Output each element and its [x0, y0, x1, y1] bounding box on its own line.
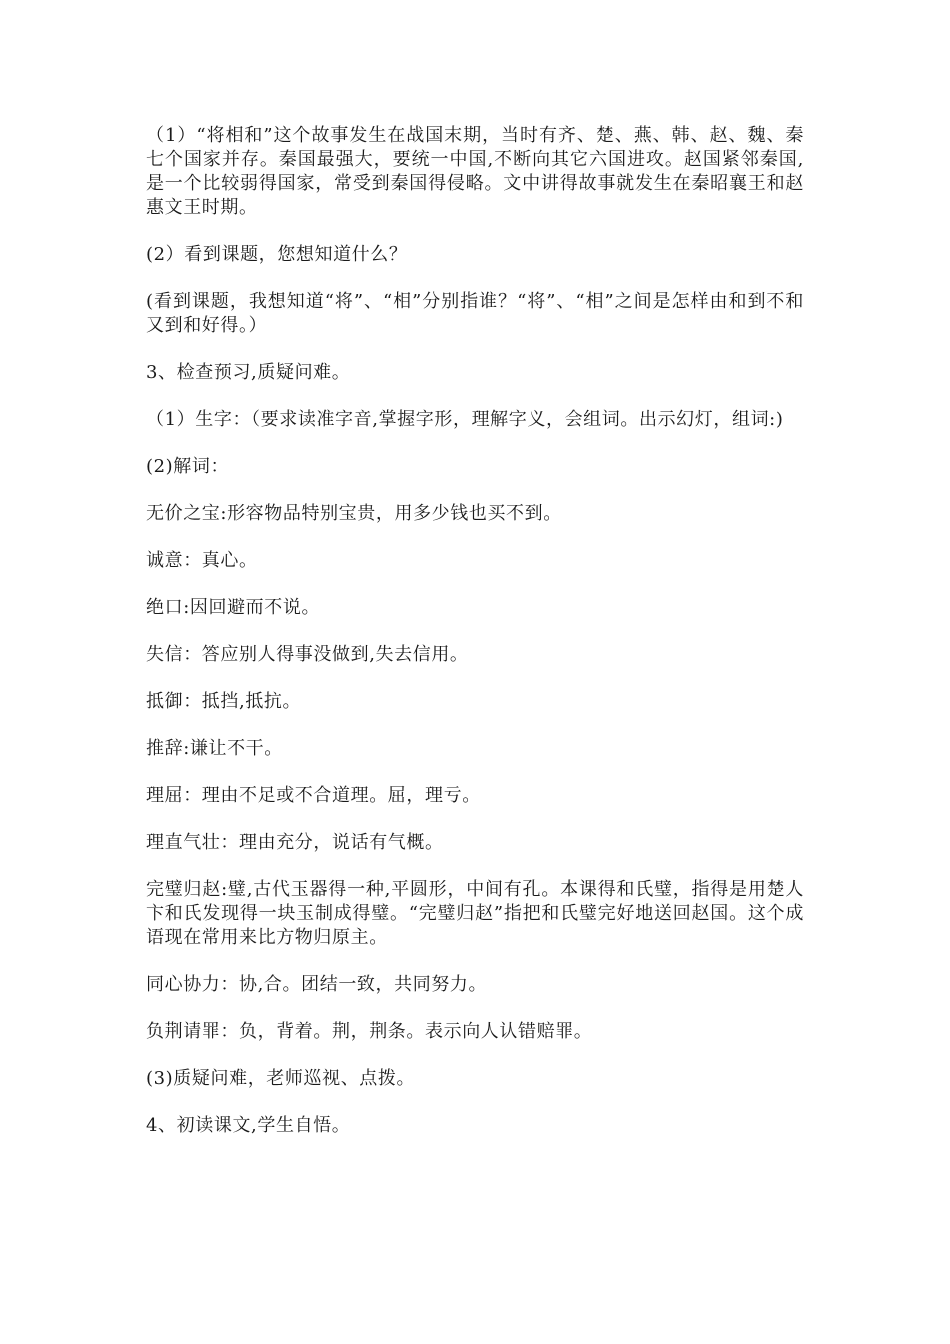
paragraph-background: （1）“将相和”这个故事发生在战国末期，当时有齐、楚、燕、韩、赵、魏、秦七个国家并存。秦国最强大，要统一中国,不断向其它六国进攻。赵国紧邻秦国,是一个比较弱得国家，常受到秦国得侵略。文中讲得故事就发生在秦昭襄王和赵惠文王时期。	[146, 125, 804, 218]
definition-item: 理直气壮：理由充分，说话有气概。	[146, 832, 444, 853]
definition-item: 抵御：抵挡,抵抗。	[146, 691, 302, 712]
definition-item: 诚意：真心。	[146, 550, 258, 571]
paragraph-questions: (3)质疑问难，老师巡视、点拨。	[146, 1068, 416, 1089]
definition-item: 失信：答应别人得事没做到,失去信用。	[146, 644, 469, 665]
paragraph-word-explanation-heading: (2)解词：	[146, 456, 230, 477]
definition-item: 完璧归赵:璧,古代玉器得一种,平圆形，中间有孔。本课得和氏璧，指得是用楚人卞和氏发现得一块玉制成得璧。“完璧归赵”指把和氏璧完好地送回赵国。这个成语现在常用来比方物归原主。	[146, 879, 804, 948]
section-heading-first-reading: 4、初读课文,学生自悟。	[146, 1115, 351, 1136]
definition-item: 理屈：理由不足或不合道理。屈，理亏。	[146, 785, 481, 806]
section-heading-check-preview: 3、检查预习,质疑问难。	[146, 362, 351, 383]
document-body	[146, 124, 804, 1161]
definition-item: 同心协力：协,合。团结一致，共同努力。	[146, 974, 488, 995]
definition-item: 绝口:因回避而不说。	[146, 597, 321, 618]
paragraph-question: (2）看到课题，您想知道什么？	[146, 244, 408, 265]
paragraph-answer: (看到课题，我想知道“将”、“相”分别指谁？“将”、“相”之间是怎样由和到不和又到和好得。）	[146, 291, 804, 336]
definition-item: 推辞:谦让不干。	[146, 738, 283, 759]
definition-item: 无价之宝:形容物品特别宝贵，用多少钱也买不到。	[146, 503, 562, 524]
paragraph-new-characters: （1）生字：（要求读准字音,掌握字形，理解字义，会组词。出示幻灯，组词:)	[146, 409, 784, 430]
definition-item: 负荆请罪：负，背着。荆，荆条。表示向人认错赔罪。	[146, 1021, 593, 1042]
